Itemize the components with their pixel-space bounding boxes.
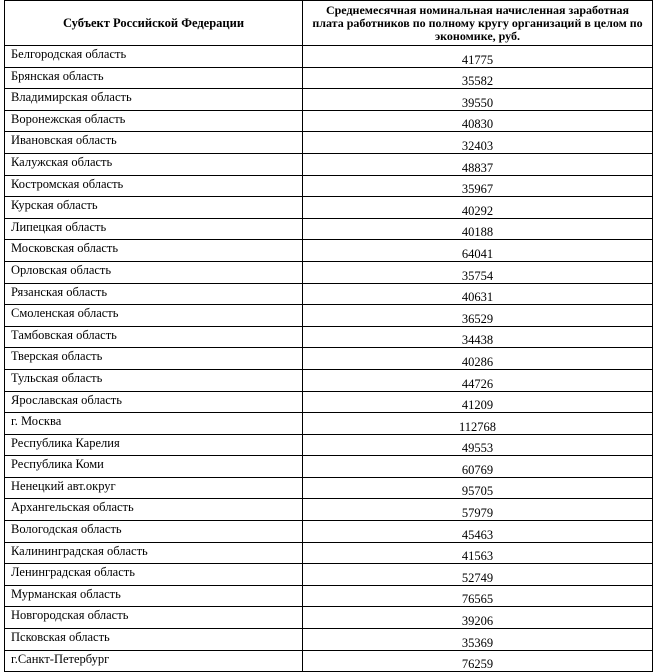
salary-cell: 44726 — [303, 369, 653, 391]
table-row — [5, 413, 653, 435]
salary-cell: 60769 — [303, 456, 653, 478]
table-row — [5, 499, 653, 521]
salary-cell: 40292 — [303, 197, 653, 219]
table-row — [5, 629, 653, 651]
region-cell: Республика Карелия — [5, 434, 303, 456]
region-cell: Орловская область — [5, 261, 303, 283]
region-cell: Смоленская область — [5, 305, 303, 327]
table-row — [5, 650, 653, 672]
table-body — [5, 46, 653, 672]
salary-cell: 48837 — [303, 153, 653, 175]
salary-cell: 35369 — [303, 629, 653, 651]
region-cell: Мурманская область — [5, 585, 303, 607]
header-salary: Среднемесячная номинальная начисленная заработная плата работников по полному кругу организаций в целом по экономике, руб. — [303, 1, 653, 46]
region-cell: Рязанская область — [5, 283, 303, 305]
table-row — [5, 153, 653, 175]
table-row — [5, 305, 653, 327]
salary-cell: 52749 — [303, 564, 653, 586]
header-region: Субъект Российской Федерации — [5, 1, 303, 46]
region-cell: Тульская область — [5, 369, 303, 391]
table-row — [5, 369, 653, 391]
region-cell: Архангельская область — [5, 499, 303, 521]
table-row — [5, 456, 653, 478]
region-cell: Калининградская область — [5, 542, 303, 564]
region-cell: Белгородская область — [5, 46, 303, 68]
salary-cell: 39206 — [303, 607, 653, 629]
region-cell: Вологодская область — [5, 521, 303, 543]
region-cell: Ненецкий авт.округ — [5, 477, 303, 499]
salary-cell: 95705 — [303, 477, 653, 499]
salary-cell: 40631 — [303, 283, 653, 305]
region-cell: г. Москва — [5, 413, 303, 435]
region-cell: Воронежская область — [5, 110, 303, 132]
salary-cell: 41775 — [303, 46, 653, 68]
salary-cell: 39550 — [303, 89, 653, 111]
salary-cell: 57979 — [303, 499, 653, 521]
salary-cell: 35967 — [303, 175, 653, 197]
table-row — [5, 391, 653, 413]
region-cell: Липецкая область — [5, 218, 303, 240]
region-cell: Новгородская область — [5, 607, 303, 629]
salary-cell: 35754 — [303, 261, 653, 283]
table-row — [5, 240, 653, 262]
region-cell: Республика Коми — [5, 456, 303, 478]
table-row — [5, 326, 653, 348]
region-cell: Ленинградская область — [5, 564, 303, 586]
table-row — [5, 477, 653, 499]
region-cell: Владимирская область — [5, 89, 303, 111]
region-cell: Брянская область — [5, 67, 303, 89]
salary-cell: 40188 — [303, 218, 653, 240]
table-row — [5, 67, 653, 89]
table-row — [5, 110, 653, 132]
table-row — [5, 261, 653, 283]
region-cell: Московская область — [5, 240, 303, 262]
region-cell: Тамбовская область — [5, 326, 303, 348]
region-cell: Костромская область — [5, 175, 303, 197]
salary-cell: 41563 — [303, 542, 653, 564]
salary-cell: 49553 — [303, 434, 653, 456]
salary-table — [4, 0, 653, 672]
table-row — [5, 585, 653, 607]
table-row — [5, 197, 653, 219]
table-row — [5, 89, 653, 111]
salary-cell: 76565 — [303, 585, 653, 607]
table-row — [5, 542, 653, 564]
region-cell: Ярославская область — [5, 391, 303, 413]
salary-cell: 40286 — [303, 348, 653, 370]
table-header-row — [5, 1, 653, 46]
region-cell: Тверская область — [5, 348, 303, 370]
salary-cell: 76259 — [303, 650, 653, 672]
table-row — [5, 434, 653, 456]
salary-cell: 64041 — [303, 240, 653, 262]
salary-cell: 35582 — [303, 67, 653, 89]
table-row — [5, 46, 653, 68]
salary-cell: 45463 — [303, 521, 653, 543]
salary-cell: 112768 — [303, 413, 653, 435]
table-row — [5, 348, 653, 370]
salary-cell: 40830 — [303, 110, 653, 132]
salary-cell: 32403 — [303, 132, 653, 154]
region-cell: Ивановская область — [5, 132, 303, 154]
region-cell: г.Санкт-Петербург — [5, 650, 303, 672]
table-row — [5, 607, 653, 629]
table-row — [5, 283, 653, 305]
table-row — [5, 564, 653, 586]
region-cell: Курская область — [5, 197, 303, 219]
region-cell: Калужская область — [5, 153, 303, 175]
table-row — [5, 521, 653, 543]
table-row — [5, 218, 653, 240]
salary-cell: 34438 — [303, 326, 653, 348]
salary-cell: 41209 — [303, 391, 653, 413]
region-cell: Псковская область — [5, 629, 303, 651]
salary-cell: 36529 — [303, 305, 653, 327]
table-row — [5, 132, 653, 154]
table-row — [5, 175, 653, 197]
